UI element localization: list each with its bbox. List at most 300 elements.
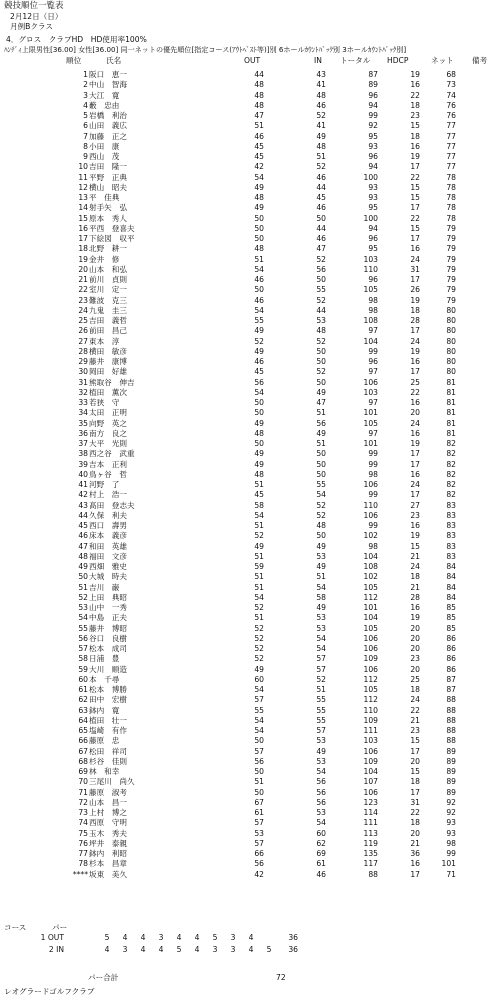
hole-par: 4 bbox=[104, 945, 110, 954]
cell-total: 97 bbox=[368, 367, 378, 377]
cell-pos: 12 bbox=[78, 182, 88, 192]
cell-pos: 5 bbox=[83, 111, 88, 120]
report-date: 2月12日（日） bbox=[10, 12, 63, 21]
course-label: コース bbox=[4, 923, 27, 932]
cell-name: 射手矢 弘 bbox=[89, 203, 127, 213]
cell-total: 99 bbox=[368, 459, 378, 469]
cell-total: 96 bbox=[368, 90, 378, 100]
cell-total: 99 bbox=[368, 346, 378, 356]
cell-in: 56 bbox=[316, 797, 326, 807]
cell-total: 107 bbox=[363, 777, 378, 787]
hole-par: 5 bbox=[104, 933, 110, 942]
cell-hdcp: 18 bbox=[410, 100, 420, 110]
cell-name: 日浦 豊 bbox=[89, 654, 120, 664]
cell-total: 99 bbox=[368, 490, 378, 500]
cell-net: 68 bbox=[446, 70, 456, 79]
par-total-value: 72 bbox=[276, 973, 286, 982]
table-row bbox=[0, 420, 504, 430]
cell-total: 93 bbox=[368, 193, 378, 202]
cell-hdcp: 23 bbox=[410, 726, 420, 735]
cell-out: 51 bbox=[254, 613, 264, 623]
cell-hdcp: 17 bbox=[410, 459, 420, 469]
cell-pos: 24 bbox=[78, 305, 88, 315]
cell-hdcp: 23 bbox=[410, 510, 420, 520]
cell-net: 99 bbox=[446, 849, 456, 858]
cell-net: 101 bbox=[441, 859, 456, 869]
cell-net: 83 bbox=[446, 551, 456, 561]
cell-hdcp: 16 bbox=[410, 859, 420, 869]
cell-total: 111 bbox=[363, 726, 378, 735]
cell-pos: 68 bbox=[78, 756, 88, 766]
cell-net: 82 bbox=[446, 449, 456, 459]
cell-net: 71 bbox=[446, 869, 456, 879]
cell-out: 56 bbox=[254, 377, 264, 387]
cell-in: 51 bbox=[316, 439, 326, 448]
cell-pos: 64 bbox=[78, 715, 88, 725]
cell-pos: 52 bbox=[78, 592, 88, 602]
table-row bbox=[0, 348, 504, 358]
cell-total: 96 bbox=[368, 357, 378, 366]
cell-pos: 29 bbox=[78, 357, 88, 366]
cell-hdcp: 16 bbox=[410, 244, 420, 254]
cell-name: 横山 昭夫 bbox=[89, 182, 127, 192]
table-row bbox=[0, 789, 504, 799]
cell-total: 106 bbox=[363, 510, 378, 520]
cell-pos: 50 bbox=[78, 572, 88, 582]
cell-out: 49 bbox=[254, 203, 264, 213]
cell-in: 56 bbox=[316, 777, 326, 787]
par-row-sum: 36 bbox=[288, 933, 298, 942]
cell-hdcp: 28 bbox=[410, 592, 420, 602]
cell-hdcp: 17 bbox=[410, 449, 420, 459]
cell-total: 96 bbox=[368, 275, 378, 284]
cell-in: 55 bbox=[316, 480, 326, 489]
cell-in: 69 bbox=[316, 849, 326, 858]
cell-name: 中山 智海 bbox=[89, 80, 127, 90]
cell-net: 79 bbox=[446, 254, 456, 264]
cell-in: 50 bbox=[316, 213, 326, 223]
column-header-total: トータル bbox=[340, 56, 371, 65]
table-row bbox=[0, 102, 504, 112]
cell-out: 46 bbox=[254, 295, 264, 305]
cell-in: 53 bbox=[316, 613, 326, 623]
cell-in: 50 bbox=[316, 531, 326, 541]
cell-hdcp: 16 bbox=[410, 521, 420, 530]
cell-hdcp: 15 bbox=[410, 541, 420, 551]
cell-name: 太田 正明 bbox=[89, 408, 127, 418]
cell-net: 78 bbox=[446, 182, 456, 192]
cell-name: 加藤 正之 bbox=[89, 131, 127, 141]
cell-pos: 48 bbox=[78, 551, 88, 561]
cell-pos: 70 bbox=[78, 777, 88, 787]
cell-net: 89 bbox=[446, 756, 456, 766]
cell-pos: 62 bbox=[78, 695, 88, 705]
cell-total: 97 bbox=[368, 398, 378, 407]
cell-net: 77 bbox=[446, 141, 456, 151]
table-row bbox=[0, 194, 504, 204]
cell-hdcp: 15 bbox=[410, 182, 420, 192]
cell-in: 45 bbox=[316, 193, 326, 202]
cell-net: 76 bbox=[446, 111, 456, 120]
cell-net: 78 bbox=[446, 172, 456, 182]
cell-hdcp: 25 bbox=[410, 674, 420, 684]
table-row bbox=[0, 727, 504, 737]
cell-total: 105 bbox=[363, 285, 378, 295]
cell-hdcp: 15 bbox=[410, 736, 420, 746]
cell-name: 杉谷 佳則 bbox=[89, 756, 127, 766]
class-name: 月例Bクラス bbox=[10, 22, 53, 31]
cell-pos: 26 bbox=[78, 326, 88, 336]
cell-hdcp: 19 bbox=[410, 295, 420, 305]
cell-pos: 71 bbox=[78, 787, 88, 797]
cell-pos: 51 bbox=[78, 582, 88, 592]
table-row bbox=[0, 184, 504, 194]
cell-pos: 11 bbox=[78, 172, 88, 182]
cell-name: 吉田 隆一 bbox=[89, 162, 127, 172]
column-header-position: 順位 bbox=[66, 56, 82, 65]
cell-total: 106 bbox=[363, 480, 378, 489]
cell-out: 48 bbox=[254, 193, 264, 202]
column-header-name: 氏名 bbox=[106, 56, 122, 65]
cell-pos: 4 bbox=[83, 100, 88, 110]
cell-hdcp: 21 bbox=[410, 838, 420, 848]
cell-out: 51 bbox=[254, 521, 264, 530]
cell-pos: 60 bbox=[78, 674, 88, 684]
cell-total: 102 bbox=[363, 572, 378, 582]
table-row bbox=[0, 625, 504, 635]
cell-name: 河野 了 bbox=[89, 480, 120, 489]
hole-par: 3 bbox=[212, 945, 218, 954]
table-row bbox=[0, 850, 504, 860]
cell-out: 45 bbox=[254, 490, 264, 500]
cell-out: 52 bbox=[254, 644, 264, 653]
cell-in: 50 bbox=[316, 346, 326, 356]
cell-pos: 56 bbox=[78, 633, 88, 643]
cell-name: 植田 壮一 bbox=[89, 715, 127, 725]
cell-in: 53 bbox=[316, 756, 326, 766]
column-header-note: 備考 bbox=[472, 56, 488, 65]
cell-net: 87 bbox=[446, 685, 456, 694]
cell-out: 55 bbox=[254, 316, 264, 325]
cell-hdcp: 17 bbox=[410, 326, 420, 336]
par-total-label: パー合計 bbox=[88, 973, 119, 982]
cell-in: 58 bbox=[316, 592, 326, 602]
cell-pos: 1 bbox=[83, 70, 88, 79]
cell-hdcp: 16 bbox=[410, 357, 420, 366]
cell-net: 82 bbox=[446, 459, 456, 469]
cell-net: 79 bbox=[446, 244, 456, 254]
cell-out: 48 bbox=[254, 428, 264, 438]
cell-in: 56 bbox=[316, 264, 326, 274]
cell-in: 49 bbox=[316, 387, 326, 397]
cell-name: 田中 宏樹 bbox=[89, 695, 127, 705]
cell-name: 大川 順造 bbox=[89, 664, 127, 674]
cell-name: 前田 昌己 bbox=[89, 326, 127, 336]
cell-in: 54 bbox=[316, 633, 326, 643]
hole-par: 4 bbox=[122, 933, 128, 942]
cell-hdcp: 15 bbox=[410, 121, 420, 131]
cell-name: 村上 浩一 bbox=[89, 490, 127, 500]
table-row bbox=[0, 573, 504, 583]
cell-pos: 47 bbox=[78, 541, 88, 551]
cell-hdcp: 31 bbox=[410, 264, 420, 274]
table-row bbox=[0, 717, 504, 727]
cell-hdcp: 19 bbox=[410, 346, 420, 356]
cell-hdcp: 20 bbox=[410, 623, 420, 633]
cell-net: 86 bbox=[446, 633, 456, 643]
table-row bbox=[0, 860, 504, 870]
cell-net: 82 bbox=[446, 439, 456, 448]
cell-out: 54 bbox=[254, 264, 264, 274]
cell-hdcp: 20 bbox=[410, 408, 420, 418]
cell-hdcp: 22 bbox=[410, 90, 420, 100]
cell-name: 大平 光則 bbox=[89, 439, 127, 448]
cell-out: 45 bbox=[254, 367, 264, 377]
cell-net: 77 bbox=[446, 152, 456, 161]
cell-net: 82 bbox=[446, 490, 456, 500]
cell-net: 80 bbox=[446, 326, 456, 336]
cell-name: 藤原 忠 bbox=[89, 736, 120, 746]
cell-in: 52 bbox=[316, 367, 326, 377]
cell-net: 87 bbox=[446, 674, 456, 684]
cell-out: 48 bbox=[254, 244, 264, 254]
cell-out: 50 bbox=[254, 736, 264, 746]
cell-name: 鉢内 寛 bbox=[89, 705, 120, 715]
cell-out: 52 bbox=[254, 531, 264, 541]
cell-in: 53 bbox=[316, 736, 326, 746]
cell-name: 床本 義彦 bbox=[89, 531, 127, 541]
hole-par: 5 bbox=[266, 945, 272, 954]
cell-net: 86 bbox=[446, 644, 456, 653]
cell-out: 49 bbox=[254, 459, 264, 469]
cell-name: 金井 修 bbox=[89, 254, 120, 264]
cell-total: 117 bbox=[363, 859, 378, 869]
cell-in: 52 bbox=[316, 510, 326, 520]
cell-total: 108 bbox=[363, 562, 378, 571]
cell-net: 81 bbox=[446, 377, 456, 387]
cell-pos: 53 bbox=[78, 603, 88, 612]
cell-name: 藤原 淑考 bbox=[89, 787, 127, 797]
cell-net: 83 bbox=[446, 521, 456, 530]
cell-pos: 17 bbox=[78, 234, 88, 243]
cell-total: 89 bbox=[368, 80, 378, 90]
cell-hdcp: 20 bbox=[410, 633, 420, 643]
column-header-out: OUT bbox=[244, 56, 261, 65]
cell-out: 46 bbox=[254, 275, 264, 284]
cell-total: 98 bbox=[368, 469, 378, 479]
cell-pos: 19 bbox=[78, 254, 88, 264]
cell-net: 83 bbox=[446, 531, 456, 541]
table-row bbox=[0, 153, 504, 163]
cell-out: 49 bbox=[254, 326, 264, 336]
table-row bbox=[0, 481, 504, 491]
cell-net: 79 bbox=[446, 223, 456, 233]
cell-pos: 6 bbox=[83, 121, 88, 131]
cell-net: 89 bbox=[446, 787, 456, 797]
cell-in: 53 bbox=[316, 808, 326, 817]
cell-hdcp: 17 bbox=[410, 234, 420, 243]
cell-name: 坂東 美久 bbox=[89, 869, 127, 879]
cell-hdcp: 18 bbox=[410, 685, 420, 694]
cell-net: 86 bbox=[446, 654, 456, 664]
column-header-hdcp: HDCP bbox=[387, 56, 409, 65]
cell-pos: 31 bbox=[78, 377, 88, 387]
cell-in: 41 bbox=[316, 121, 326, 131]
cell-hdcp: 20 bbox=[410, 644, 420, 653]
cell-net: 73 bbox=[446, 80, 456, 90]
cell-hdcp: 19 bbox=[410, 531, 420, 541]
cell-out: 51 bbox=[254, 572, 264, 582]
cell-out: 57 bbox=[254, 746, 264, 756]
cell-name: 岡田 好雄 bbox=[89, 367, 127, 377]
cell-pos: 63 bbox=[78, 705, 88, 715]
cell-out: 53 bbox=[254, 828, 264, 838]
table-row bbox=[0, 276, 504, 286]
cell-name: 横田 敏彦 bbox=[89, 346, 127, 356]
cell-in: 60 bbox=[316, 828, 326, 838]
cell-out: 45 bbox=[254, 141, 264, 151]
cell-out: 59 bbox=[254, 562, 264, 571]
cell-total: 102 bbox=[363, 531, 378, 541]
cell-in: 52 bbox=[316, 162, 326, 172]
results-table bbox=[0, 71, 504, 881]
table-row bbox=[0, 71, 504, 81]
cell-in: 46 bbox=[316, 869, 326, 879]
cell-out: 61 bbox=[254, 808, 264, 817]
cell-out: 51 bbox=[254, 254, 264, 264]
cell-net: 84 bbox=[446, 592, 456, 602]
cell-hdcp: 16 bbox=[410, 398, 420, 407]
cell-out: 58 bbox=[254, 500, 264, 510]
cell-net: 92 bbox=[446, 797, 456, 807]
cell-total: 95 bbox=[368, 203, 378, 213]
cell-net: 89 bbox=[446, 746, 456, 756]
cell-name: 鳥ヶ谷 哲 bbox=[89, 469, 127, 479]
cell-net: 76 bbox=[446, 100, 456, 110]
cell-out: 57 bbox=[254, 818, 264, 828]
cell-name: 難波 克三 bbox=[89, 295, 127, 305]
cell-in: 46 bbox=[316, 172, 326, 182]
cell-out: 52 bbox=[254, 603, 264, 612]
cell-name: 本 千尋 bbox=[89, 674, 120, 684]
cell-pos: **** bbox=[72, 869, 88, 879]
cell-hdcp: 22 bbox=[410, 808, 420, 817]
cell-total: 104 bbox=[363, 767, 378, 776]
cell-net: 80 bbox=[446, 346, 456, 356]
cell-pos: 43 bbox=[78, 500, 88, 510]
cell-pos: 34 bbox=[78, 408, 88, 418]
table-row bbox=[0, 471, 504, 481]
cell-hdcp: 17 bbox=[410, 746, 420, 756]
cell-in: 41 bbox=[316, 80, 326, 90]
cell-hdcp: 19 bbox=[410, 70, 420, 79]
cell-out: 52 bbox=[254, 623, 264, 633]
cell-total: 105 bbox=[363, 418, 378, 428]
cell-name: 上田 典昭 bbox=[89, 592, 127, 602]
cell-name: 前川 貞則 bbox=[89, 275, 127, 284]
cell-total: 93 bbox=[368, 141, 378, 151]
cell-out: 66 bbox=[254, 849, 264, 858]
cell-name: 和田 英雄 bbox=[89, 541, 127, 551]
cell-total: 101 bbox=[363, 439, 378, 448]
cell-hdcp: 16 bbox=[410, 141, 420, 151]
cell-pos: 72 bbox=[78, 797, 88, 807]
cell-total: 106 bbox=[363, 633, 378, 643]
par-row bbox=[0, 934, 504, 945]
cell-out: 44 bbox=[254, 70, 264, 79]
cell-total: 94 bbox=[368, 162, 378, 172]
cell-total: 99 bbox=[368, 521, 378, 530]
cell-in: 51 bbox=[316, 152, 326, 161]
table-row bbox=[0, 338, 504, 348]
cell-net: 85 bbox=[446, 623, 456, 633]
table-row bbox=[0, 225, 504, 235]
table-row bbox=[0, 768, 504, 778]
cell-pos: 45 bbox=[78, 521, 88, 530]
cell-in: 49 bbox=[316, 562, 326, 571]
cell-name: 西山 茂 bbox=[89, 152, 120, 161]
cell-total: 103 bbox=[363, 736, 378, 746]
cell-net: 81 bbox=[446, 428, 456, 438]
cell-out: 54 bbox=[254, 715, 264, 725]
cell-name: 阪口 恵一 bbox=[89, 70, 127, 79]
cell-in: 49 bbox=[316, 131, 326, 141]
cell-out: 52 bbox=[254, 633, 264, 643]
cell-pos: 35 bbox=[78, 418, 88, 428]
cell-net: 78 bbox=[446, 203, 456, 213]
cell-name: 三尾川 尚久 bbox=[89, 777, 135, 787]
cell-in: 61 bbox=[316, 859, 326, 869]
report-title: 競技順位一覧表 bbox=[4, 1, 64, 11]
cell-in: 52 bbox=[316, 295, 326, 305]
table-row bbox=[0, 748, 504, 758]
cell-in: 55 bbox=[316, 695, 326, 705]
table-row bbox=[0, 799, 504, 809]
cell-hdcp: 24 bbox=[410, 480, 420, 489]
cell-out: 50 bbox=[254, 213, 264, 223]
cell-total: 94 bbox=[368, 100, 378, 110]
cell-net: 93 bbox=[446, 818, 456, 828]
table-row bbox=[0, 563, 504, 573]
cell-hdcp: 21 bbox=[410, 551, 420, 561]
cell-hdcp: 17 bbox=[410, 162, 420, 172]
cell-hdcp: 27 bbox=[410, 500, 420, 510]
cell-name: 熊取谷 伸吉 bbox=[89, 377, 135, 387]
cell-hdcp: 22 bbox=[410, 213, 420, 223]
cell-net: 88 bbox=[446, 715, 456, 725]
cell-name: 坪井 泰親 bbox=[89, 838, 127, 848]
cell-total: 105 bbox=[363, 685, 378, 694]
cell-total: 104 bbox=[363, 336, 378, 346]
cell-in: 48 bbox=[316, 326, 326, 336]
cell-out: 50 bbox=[254, 234, 264, 243]
cell-net: 81 bbox=[446, 387, 456, 397]
cell-total: 98 bbox=[368, 541, 378, 551]
cell-out: 49 bbox=[254, 418, 264, 428]
cell-name: 大城 時夫 bbox=[89, 572, 127, 582]
cell-pos: 16 bbox=[78, 223, 88, 233]
cell-hdcp: 21 bbox=[410, 582, 420, 592]
cell-out: 50 bbox=[254, 223, 264, 233]
cell-pos: 41 bbox=[78, 480, 88, 489]
table-row bbox=[0, 707, 504, 717]
cell-in: 51 bbox=[316, 408, 326, 418]
cell-name: 平野 正典 bbox=[89, 172, 127, 182]
cell-net: 80 bbox=[446, 336, 456, 346]
cell-in: 46 bbox=[316, 100, 326, 110]
table-row bbox=[0, 532, 504, 542]
cell-pos: 8 bbox=[83, 141, 88, 151]
